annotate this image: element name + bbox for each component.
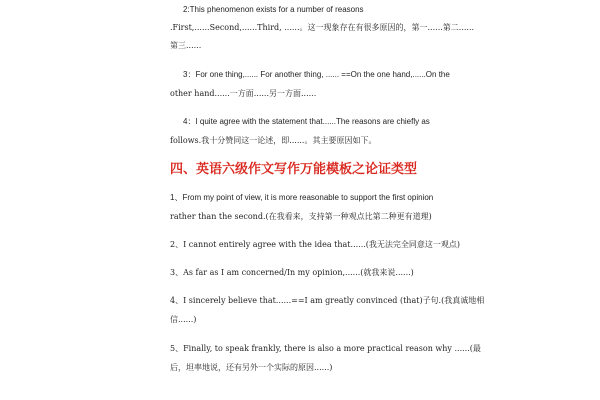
reason-item-4-line-1: 4：I quite agree with the statement that......The reasons are chiefly as: [183, 117, 430, 126]
reason-item-3-line-1: 3：For one thing,...... For another thing, ...... ==On the one hand,......On the: [183, 70, 450, 79]
reason-item-4-line-2: follows.我十分赞同这一论述，即......。其主要原因如下。: [170, 136, 377, 145]
section-heading: 四、英语六级作文写作万能模板之论证类型: [170, 162, 418, 177]
reason-item-3-line-2: other hand......一方面......另一方面......: [170, 89, 317, 98]
argument-4-line-2: 信......): [170, 315, 197, 324]
argument-2: 2、I cannot entirely agree with the idea that......(我无法完全同意这一观点): [170, 240, 461, 249]
reason-item-2-line-3: 第三......: [170, 41, 202, 50]
argument-4-line-1: 4、I sincerely believe that......==I am greatly convinced (that)子句.(我真诚地相: [170, 296, 485, 305]
reason-item-2-line-2: .First,......Second,......Third, ......。这一现象存在有很多原因的，第一......第二......: [170, 23, 475, 32]
argument-5-line-2: 后，坦率地说，还有另外一个实际的原因......): [170, 363, 333, 372]
argument-1-line-1: 1、From my point of view, it is more reasonable to support the first opinion: [170, 193, 434, 202]
argument-1-line-2: rather than the second.(在我看来，支持第一种观点比第二种更有道理): [170, 212, 432, 221]
argument-3: 3、As far as I am concerned/In my opinion,......(就我来说......): [170, 268, 414, 277]
reason-item-2-line-1: 2:This phenomenon exists for a number of reasons: [183, 5, 364, 14]
argument-5-line-1: 5、Finally, to speak frankly, there is also a more practical reason why ......(最: [170, 344, 481, 353]
